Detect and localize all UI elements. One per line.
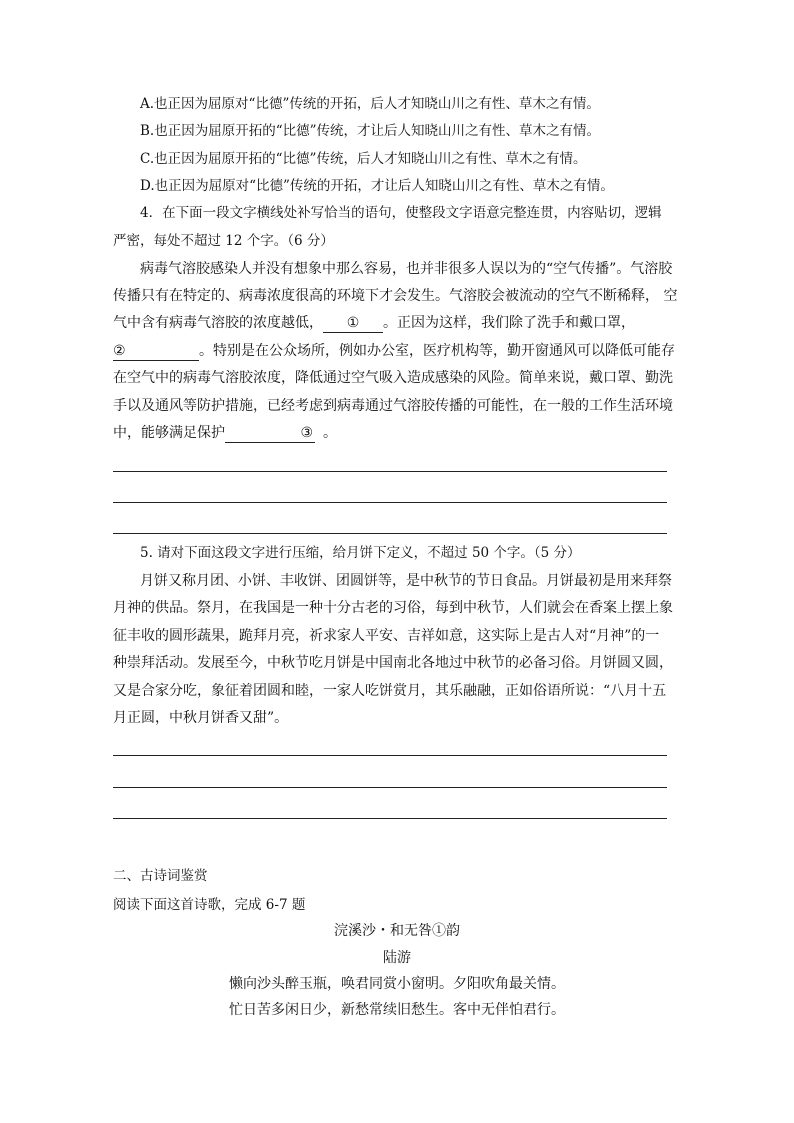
q5-paragraph-line2: 月神的供品。祭月，在我国是一种十分古老的习俗，每到中秋节，人们就会在香案上摆上象 <box>113 600 673 616</box>
blank-2[interactable]: ② <box>113 342 199 361</box>
q5-stem: 5. 请对下面这段文字进行压缩，给月饼下定义，不超过 50 个字。（5 分） <box>140 545 581 561</box>
q5-paragraph-line5: 又是合家分吃，象征着团圆和睦，一家人吃饼赏月，其乐融融，正如俗语所说：“八月十五 <box>113 683 667 699</box>
q4-line4-post: 。特别是在公众场所，例如办公室，医疗机构等，勤开窗通风可以降低可能存 <box>199 343 675 359</box>
option-a: A.也正因为屈原对“比德”传统的开拓，后人才知晓山川之有性、草木之有情。 <box>140 96 600 112</box>
q5-answer-line-2[interactable] <box>113 787 667 788</box>
poem-title: 浣溪沙・和无咎①韵 <box>334 923 460 939</box>
q4-line7-pre: 中，能够满足保护 <box>113 425 225 441</box>
q4-paragraph-line6: 手以及通风等防护措施，已经考虑到病毒通过气溶胶传播的可能性，在一般的工作生活环境 <box>113 398 673 414</box>
q5-answer-line-1[interactable] <box>113 755 667 756</box>
blank-1[interactable]: ① <box>323 314 383 333</box>
q4-paragraph-line1: 病毒气溶胶感染人并没有想象中那么容易，也并非很多人误以为的“空气传播”。气溶胶 <box>140 261 673 277</box>
section-heading: 二、古诗词鉴赏 <box>113 868 208 884</box>
q4-answer-line-1[interactable] <box>113 471 667 472</box>
q4-answer-line-3[interactable] <box>113 533 667 534</box>
q4-stem-line1: 4．在下面一段文字横线处补写恰当的语句，使整段文字语意完整连贯，内容贴切，逻辑 <box>140 205 662 221</box>
q4-paragraph-line3 <box>113 313 635 333</box>
q5-paragraph-line1: 月饼又称月团、小饼、丰收饼、团圆饼等，是中秋节的节日食品。月饼最初是用来拜祭 <box>140 573 672 589</box>
option-c: C.也正因为屈原开拓的“比德”传统，后人才知晓山川之有性、草木之有情。 <box>140 151 587 167</box>
q4-stem-line2: 严密，每处不超过 12 个字。（6 分） <box>113 233 334 249</box>
q4-answer-line-2[interactable] <box>113 502 667 503</box>
q4-paragraph-line4 <box>113 341 675 361</box>
q5-paragraph-line3: 征丰收的圆形蔬果，跪拜月亮，祈求家人平安、吉祥如意，这实际上是古人对“月神”的一 <box>113 628 660 644</box>
poem-line-2: 忙日苦多闲日少，新愁常续旧愁生。客中无伴怕君行。 <box>229 1002 565 1018</box>
poem-author: 陆游 <box>383 950 411 966</box>
q4-paragraph-line7 <box>113 423 337 443</box>
q4-paragraph-line2: 传播只有在特定的、病毒浓度很高的环境下才会发生。气溶胶会被流动的空气不断稀释， 空 <box>113 288 678 304</box>
q4-line3-post: 。正因为这样，我们除了洗手和戴口罩， <box>383 315 635 331</box>
q5-paragraph-line4: 种崇拜活动。发展至今，中秋节吃月饼是中国南北各地过中秋节的必备习俗。月饼圆又圆， <box>113 655 673 671</box>
q5-paragraph-line6: 月正圆，中秋月饼香又甜”。 <box>113 710 289 726</box>
q5-answer-line-3[interactable] <box>113 818 667 819</box>
section-intro: 阅读下面这首诗歌，完成 6-7 题 <box>113 897 306 913</box>
q4-paragraph-line5: 在空气中的病毒气溶胶浓度，降低通过空气吸入造成感染的风险。简单来说，戴口罩、勤洗 <box>113 370 673 386</box>
q4-line3-pre: 气中含有病毒气溶胶的浓度越低， <box>113 315 323 331</box>
option-b: B.也正因为屈原开拓的“比德”传统，才让后人知晓山川之有性、草木之有情。 <box>140 123 601 139</box>
poem-line-1: 懒向沙头醉玉瓶，唤君同赏小窗明。夕阳吹角最关情。 <box>229 976 565 992</box>
q4-line7-post: 。 <box>323 425 337 441</box>
option-d: D.也正因为屈原对“比德”传统的开拓，才让后人知晓山川之有性、草木之有情。 <box>140 178 614 194</box>
blank-3[interactable]: ③ <box>225 424 315 443</box>
